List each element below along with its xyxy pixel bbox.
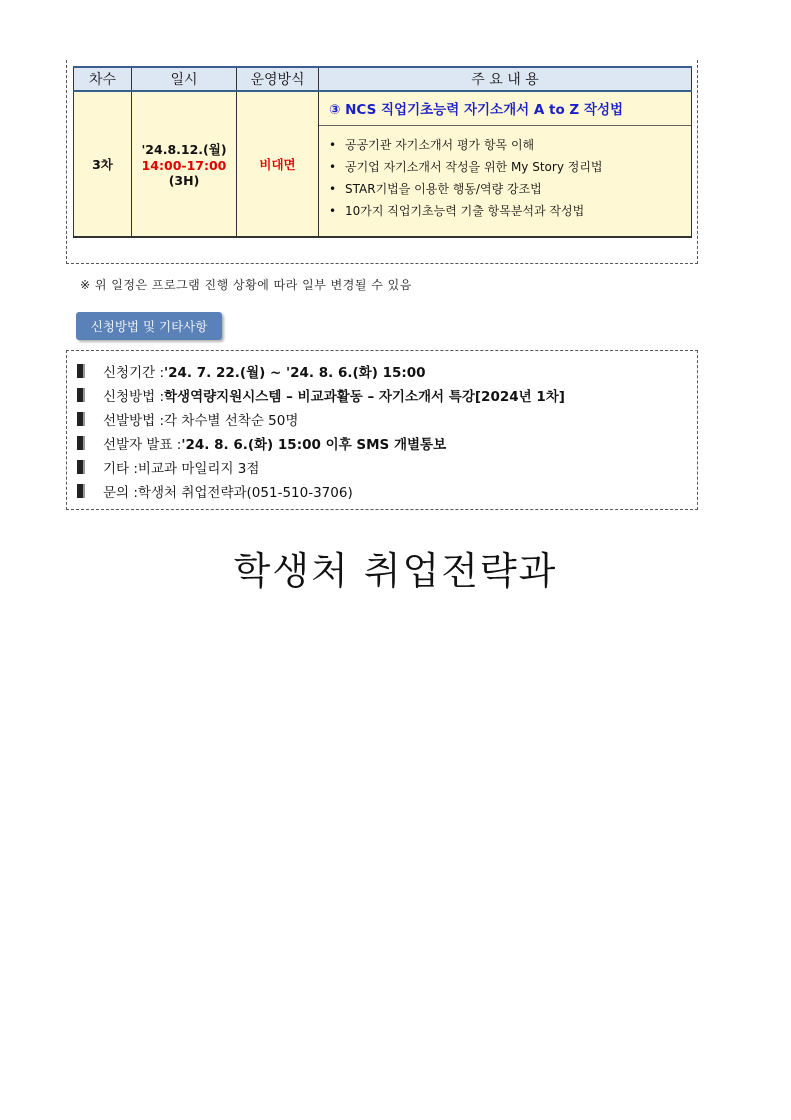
header-content: 주 요 내 용 [319, 67, 692, 91]
info-box [66, 350, 698, 510]
info-row-selection [77, 407, 697, 431]
info-label: 기타 : [103, 461, 138, 477]
datetime-cell [132, 91, 237, 237]
section-title-badge: 신청방법 및 기타사항 [76, 312, 222, 340]
info-row-announcement [77, 431, 697, 455]
header-date: 일시 [132, 67, 237, 91]
bullet-marker-icon [77, 484, 85, 498]
topic-title: ③ NCS 직업기초능력 자기소개서 A to Z 작성법 [319, 92, 691, 126]
info-label: 선발방법 : [103, 413, 165, 429]
info-value: '24. 8. 6.(화) 15:00 이후 SMS 개별통보 [181, 437, 447, 453]
info-row-period [77, 359, 697, 383]
table-row [74, 91, 692, 237]
info-value: 학생처 취업전략과(051-510-3706) [137, 485, 353, 501]
time-text: 14:00-17:00 [141, 158, 227, 173]
info-value: 비교과 마일리지 3점 [137, 461, 260, 477]
info-label: 선발자 발표 : [103, 437, 182, 453]
bullet-marker-icon [77, 436, 85, 450]
round-cell: 3차 [74, 91, 132, 237]
info-row-method [77, 383, 697, 407]
bullet-marker-icon [77, 412, 85, 426]
header-round: 차수 [74, 67, 132, 91]
info-value: '24. 7. 22.(월) ~ '24. 8. 6.(화) 15:00 [164, 365, 426, 381]
topic-items [319, 134, 691, 222]
info-row-etc [77, 455, 697, 479]
info-label: 문의 : [103, 485, 138, 501]
info-label: 신청기간 : [103, 365, 165, 381]
content-cell [319, 91, 692, 237]
schedule-note: ※ 위 일정은 프로그램 진행 상황에 따라 일부 변경될 수 있음 [80, 278, 412, 292]
list-item: • 공기업 자기소개서 작성을 위한 My Story 정리법 [345, 156, 691, 178]
schedule-table [73, 66, 692, 248]
list-item: • 공공기관 자기소개서 평가 항목 이해 [345, 134, 691, 156]
bullet-marker-icon [77, 388, 85, 402]
mode-cell: 비대면 [237, 91, 319, 237]
table-header-row [74, 67, 692, 91]
header-mode: 운영방식 [237, 67, 319, 91]
info-row-contact [77, 479, 697, 503]
table-spacer-row [74, 237, 692, 248]
footer-department: 학생처 취업전략과 [233, 549, 558, 593]
list-item: • 10가지 직업기초능력 기출 항목분석과 작성법 [345, 200, 691, 222]
bullet-marker-icon [77, 460, 85, 474]
info-value: 각 차수별 선착순 50명 [164, 413, 299, 429]
info-value: 학생역량지원시스템 – 비교과활동 – 자기소개서 특강[2024년 1차] [164, 389, 565, 405]
info-label: 신청방법 : [103, 389, 165, 405]
list-item: • STAR기법을 이용한 행동/역량 강조법 [345, 178, 691, 200]
date-text: '24.8.12.(월) [141, 142, 227, 157]
duration-text: (3H) [168, 173, 200, 188]
bullet-marker-icon [77, 364, 85, 378]
